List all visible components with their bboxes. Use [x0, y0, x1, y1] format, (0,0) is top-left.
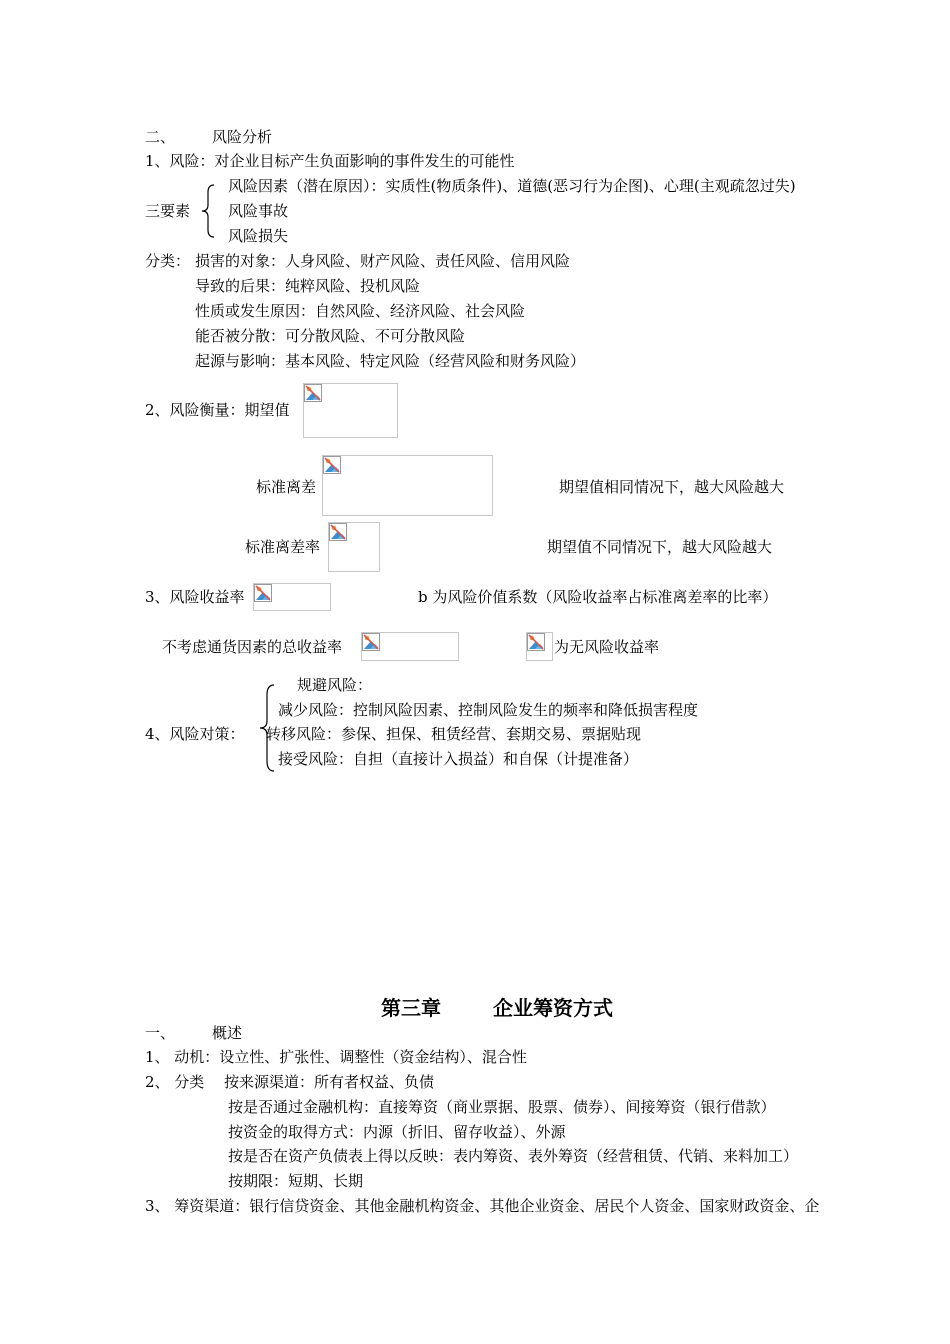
strategy-item: 接受风险：自担（直接计入损益）和自保（计提准备） — [278, 750, 639, 768]
return-label: 3、风险收益率 — [145, 588, 245, 606]
broken-image-icon — [362, 633, 380, 651]
chapter-title: 企业筹资方式 — [493, 996, 613, 1020]
section-heading: 概述 — [212, 1024, 243, 1042]
total-return-label: 不考虑通货因素的总收益率 — [162, 638, 343, 656]
section-number: 二、 — [145, 128, 176, 146]
element-item: 风险因素（潜在原因）：实质性(物质条件)、道德(恶习行为企图)、心理(主观疏忽过失) — [228, 177, 796, 195]
std-note: 期望值相同情况下，越大风险越大 — [559, 478, 785, 496]
risk-definition: 1、风险：对企业目标产生负面影响的事件发生的可能性 — [145, 152, 515, 170]
cv-label: 标准离差率 — [245, 538, 321, 556]
class-item: 按来源渠道：所有者权益、负债 — [224, 1073, 435, 1091]
formula-image — [361, 632, 459, 661]
broken-image-icon — [323, 456, 341, 474]
classification-item: 能否被分散：可分散风险、不可分散风险 — [195, 327, 466, 345]
formula-image — [253, 583, 331, 611]
formula-image — [526, 632, 553, 661]
classification-item: 性质或发生原因：自然风险、经济风险、社会风险 — [195, 302, 526, 320]
section-number: 一、 — [145, 1024, 176, 1042]
elements-label: 三要素 — [145, 202, 191, 220]
class-item: 按期限：短期、长期 — [228, 1172, 364, 1190]
classification-item: 起源与影响：基本风险、特定风险（经营风险和财务风险） — [195, 352, 586, 370]
class-item: 按是否在资产负债表上得以反映：表内筹资、表外筹资（经营租赁、代销、来料加工） — [228, 1147, 799, 1165]
formula-image — [322, 455, 493, 516]
class-label: 2、 分类 — [145, 1073, 205, 1091]
std-label: 标准离差 — [256, 478, 317, 496]
classification-item: 损害的对象：人身风险、财产风险、责任风险、信用风险 — [195, 252, 571, 270]
channels-line: 3、 筹资渠道：银行信贷资金、其他金融机构资金、其他企业资金、居民个人资金、国家财政资金、企 — [145, 1197, 820, 1215]
element-item: 风险损失 — [228, 227, 289, 245]
strategy-item: 规避风险： — [297, 676, 373, 694]
classification-label: 分类： — [145, 252, 191, 270]
broken-image-icon — [254, 584, 272, 602]
formula-image — [328, 522, 380, 572]
classification-item: 导致的后果：纯粹风险、投机风险 — [195, 277, 421, 295]
motive-line: 1、 动机：设立性、扩张性、调整性（资金结构）、混合性 — [145, 1048, 527, 1066]
return-note: b 为风险价值系数（风险收益率占标准离差率的比率） — [418, 588, 778, 606]
strategy-label: 4、风险对策： — [145, 725, 245, 743]
left-brace-icon — [200, 183, 216, 239]
element-item: 风险事故 — [228, 202, 289, 220]
broken-image-icon — [304, 384, 322, 402]
chapter-number: 第三章 — [381, 996, 441, 1020]
broken-image-icon — [527, 633, 545, 651]
cv-note: 期望值不同情况下，越大风险越大 — [547, 538, 773, 556]
section-heading: 风险分析 — [212, 128, 273, 146]
measure-label: 2、风险衡量：期望值 — [145, 401, 290, 419]
strategy-item: 转移风险：参保、担保、租赁经营、套期交易、票据贴现 — [266, 725, 642, 743]
class-item: 按是否通过金融机构：直接筹资（商业票据、股票、债券）、间接筹资（银行借款） — [228, 1098, 776, 1116]
class-item: 按资金的取得方式：内源（折旧、留存收益）、外源 — [228, 1123, 566, 1141]
broken-image-icon — [329, 523, 347, 541]
riskfree-note: 为无风险收益率 — [554, 638, 660, 656]
strategy-item: 减少风险：控制风险因素、控制风险发生的频率和降低损害程度 — [278, 701, 699, 719]
formula-image — [303, 383, 398, 438]
